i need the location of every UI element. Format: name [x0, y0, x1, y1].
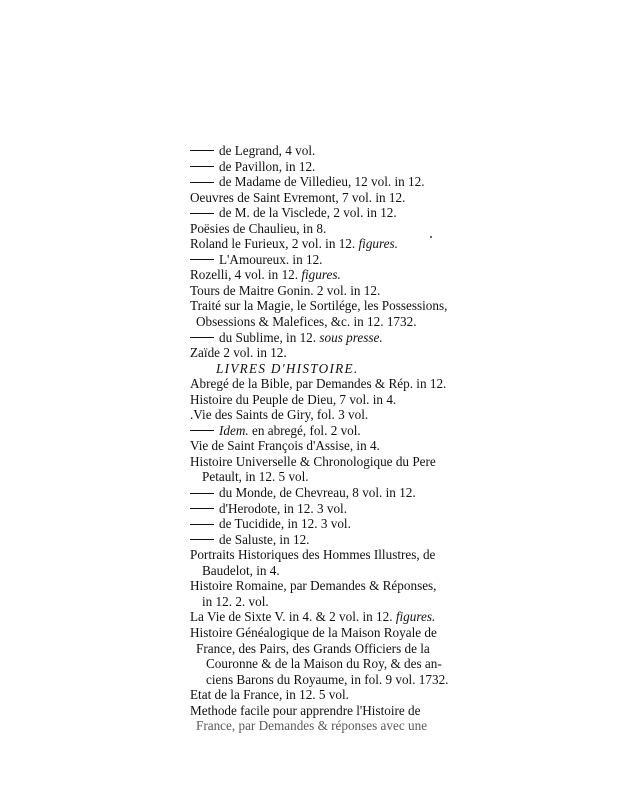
catalogue-list: [190, 143, 449, 734]
entry-text: Roland le Furieux, 2 vol. in 12.: [190, 236, 356, 252]
catalogue-entry: [190, 641, 440, 657]
catalogue-entry: [190, 532, 440, 548]
catalogue-entry: [190, 330, 440, 346]
ditto-dash: [190, 539, 214, 540]
entry-italic-text: figures.: [395, 609, 436, 625]
entry-text: de Legrand, 4 vol.: [219, 143, 316, 158]
entry-italic-text: figures.: [358, 236, 398, 252]
ink-speck: [430, 236, 432, 238]
entry-text: Methode facile pour apprendre l'Histoire de: [190, 702, 421, 718]
entry-text: Petault, in 12. 5 vol.: [202, 469, 309, 485]
catalogue-entry: [190, 718, 440, 734]
catalogue-entry: [190, 376, 447, 392]
catalogue-entry: [190, 283, 440, 299]
entry-text: de M. de la Visclede, 2 vol. in 12.: [219, 205, 397, 221]
catalogue-entry: [190, 423, 440, 439]
entry-text: Couronne & de la Maison du Roy, & des an-: [206, 656, 442, 672]
entry-text: ciens Barons du Royaume, in fol. 9 vol. 1732.: [206, 671, 449, 687]
catalogue-entry: [190, 205, 440, 221]
entry-text: Abregé de la Bible, par Demandes & Rép. in 12.: [190, 376, 447, 392]
catalogue-entry: [190, 703, 440, 719]
catalogue-entry: [190, 578, 440, 594]
ditto-dash: [190, 150, 214, 151]
entry-italic-text: sous presse.: [319, 329, 383, 345]
catalogue-entry: [190, 314, 440, 330]
catalogue-entry: [190, 687, 440, 703]
entry-text: de Saluste, in 12.: [219, 531, 310, 547]
entry-text: en abregé, fol. 2 vol.: [251, 422, 361, 438]
ditto-dash: [190, 337, 214, 338]
entry-text: de Madame de Villedieu, 12 vol. in 12.: [219, 174, 425, 190]
entry-text: Oeuvres de Saint Evremont, 7 vol. in 12.: [190, 189, 406, 205]
entry-text: France, des Pairs, des Grands Officiers de la: [196, 640, 430, 656]
catalogue-entry: [190, 469, 440, 485]
catalogue-entry: [190, 190, 440, 206]
catalogue-entry: [190, 221, 440, 237]
entry-text: Portraits Historiques des Hommes Illustres, de: [190, 547, 436, 563]
catalogue-entry: [190, 345, 440, 361]
ditto-dash: [190, 182, 214, 183]
catalogue-entry: [190, 143, 440, 159]
catalogue-entry: [190, 563, 440, 579]
entry-text: Etat de la France, in 12. 5 vol.: [190, 687, 349, 703]
ditto-dash: [190, 430, 214, 431]
entry-text: Poësies de Chaulieu, in 8.: [190, 220, 327, 236]
catalogue-entry: [190, 547, 440, 563]
catalogue-entry: [190, 174, 440, 190]
catalogue-entry: [190, 252, 440, 268]
entry-text: du Sublime, in 12.: [219, 329, 317, 345]
catalogue-entry: [190, 407, 440, 423]
section-heading: LIVRES D'HISTOIRE.: [216, 360, 359, 376]
entry-text: Rozelli, 4 vol. in 12.: [190, 267, 299, 283]
catalogue-entry: [190, 454, 440, 470]
entry-text: Traité sur la Magie, le Sortilége, les Possessions,: [190, 298, 448, 314]
entry-text: de Pavillon, in 12.: [219, 158, 316, 174]
entry-text: La Vie de Sixte V. in 4. & 2 vol. in 12.: [190, 609, 393, 625]
catalogue-entry: [190, 485, 440, 501]
entry-text: Zaïde 2 vol. in 12.: [190, 345, 287, 361]
ditto-dash: [190, 524, 214, 525]
entry-text: Vie de Saint François d'Assise, in 4.: [190, 438, 380, 454]
entry-text: Obsessions & Malefices, &c. in 12. 1732.: [196, 314, 417, 330]
catalogue-entry: [190, 609, 440, 625]
catalogue-entry: [190, 159, 440, 175]
catalogue-entry: [190, 501, 440, 517]
catalogue-entry: [190, 625, 440, 641]
entry-italic-text: figures.: [301, 267, 341, 283]
catalogue-entry: [190, 671, 449, 688]
ditto-dash: [190, 259, 214, 260]
catalogue-entry: [190, 298, 448, 314]
entry-text: .Vie des Saints de Giry, fol. 3 vol.: [190, 407, 369, 423]
catalogue-entry: [190, 236, 440, 252]
entry-text: Tours de Maitre Gonin. 2 vol. in 12.: [190, 282, 381, 298]
catalogue-entry: [190, 516, 440, 532]
entry-text: L'Amoureux. in 12.: [219, 251, 323, 267]
entry-text: de Tucidide, in 12. 3 vol.: [219, 516, 351, 532]
entry-text: Histoire Universelle & Chronologique du Pere: [190, 453, 436, 469]
catalogue-entry: [190, 267, 440, 283]
ditto-dash: [190, 493, 214, 494]
ditto-dash: [190, 166, 214, 167]
entry-text: Histoire Généalogique de la Maison Royale de: [190, 624, 437, 640]
entry-text: Histoire du Peuple de Dieu, 7 vol. in 4.: [190, 391, 397, 407]
catalogue-entry: [190, 392, 440, 408]
entry-text: d'Herodote, in 12. 3 vol.: [219, 500, 348, 516]
catalogue-entry: [190, 594, 440, 610]
ditto-dash: [190, 508, 214, 509]
entry-text: Histoire Romaine, par Demandes & Réponses,: [190, 578, 437, 594]
entry-text: Baudelot, in 4.: [202, 562, 280, 578]
ditto-dash: [190, 213, 214, 214]
entry-text: du Monde, de Chevreau, 8 vol. in 12.: [219, 485, 416, 501]
entry-italic-text: Idem.: [219, 422, 249, 438]
entry-text: France, par Demandes & réponses avec une: [196, 718, 428, 734]
catalogue-entry: [190, 656, 440, 672]
catalogue-entry: [190, 438, 440, 454]
entry-text: in 12. 2. vol.: [202, 593, 269, 609]
